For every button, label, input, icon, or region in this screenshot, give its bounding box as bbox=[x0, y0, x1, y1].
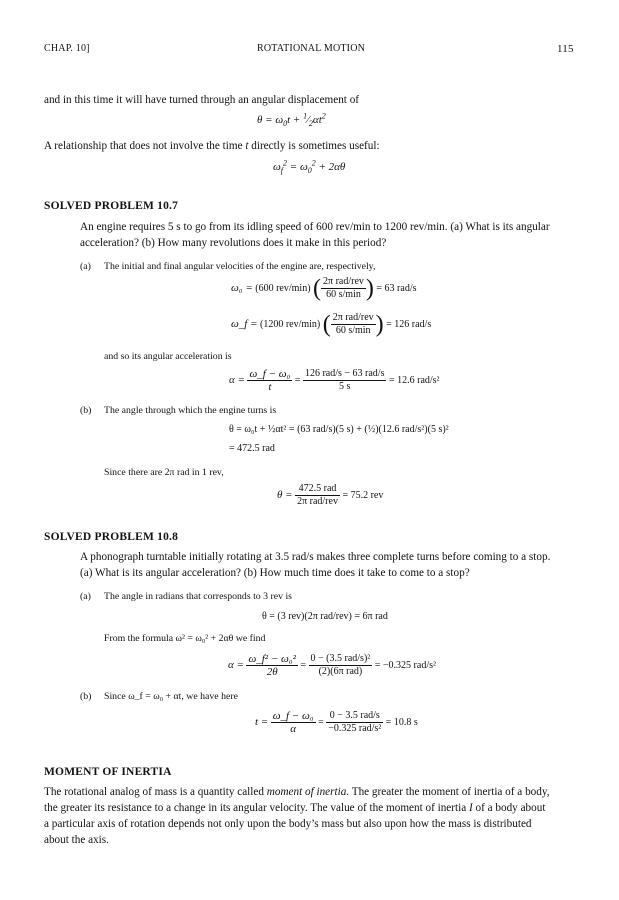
theta-result-10-7: = 472.5 rad bbox=[229, 443, 275, 454]
moi-line-4: about the axis. bbox=[44, 834, 109, 846]
moment-of-inertia-heading: MOMENT OF INERTIA bbox=[44, 766, 172, 778]
part-a-label-10-8: (a) bbox=[80, 591, 91, 602]
rev-intro-text: Since there are 2π rad in 1 rev, bbox=[104, 467, 224, 478]
problem-10-8-statement-2: (a) What is its angular acceleration? (b) How much time does it take to come to a stop? bbox=[80, 567, 470, 579]
alpha-equation-10-7: α = $\frac{\text{ω\_f − ω₀}}{t}$ = $\frac{\text{126 rad/s − 63 rad/s}}{5 s}$ = 12.6 rad/s² bbox=[229, 368, 440, 393]
part-b-text-10-8: Since ω_f = ω₀ + αt, we have here bbox=[104, 691, 238, 702]
part-b-label: (b) bbox=[80, 405, 92, 416]
omega0-equation: ω₀ = (600 rev/min) ( $\frac{\text{2π rad/rev}}{60 s/\min}$ ) = 63 rad/s bbox=[231, 275, 417, 302]
theta-rev-equation: θ = $\frac{\text{472.5 rad}}{\text{2π rad/rev}}$ = 75.2 rev bbox=[277, 483, 384, 507]
part-b-text: The angle through which the engine turns is bbox=[104, 405, 277, 416]
theta-equation-10-8: θ = (3 rev)(2π rad/rev) = 6π rad bbox=[262, 611, 388, 622]
problem-10-7-statement-2: acceleration? (b) How many revolutions does it make in this period? bbox=[80, 237, 387, 249]
part-a-text-10-8: The angle in radians that corresponds to 3 rev is bbox=[104, 591, 292, 602]
time-equation-10-8: t = $\frac{\text{ω\_f − ω₀}}{\alpha}$ = $\frac{\text{0 − 3.5 rad/s}}{\text{−0.325 rad/s²}}$ = 10.8 s bbox=[255, 710, 418, 735]
alpha-equation-10-8: α = $\frac{\text{ω\_f² − ω₀²}}{2\theta}$ = $\frac{\text{0 − (3.5 rad/s)²}}{\text{(2)(6π rad)}}$ = −0.325 rad/s² bbox=[228, 653, 436, 678]
moi-line-2: the greater its resistance to a change in its angular velocity. The value of the moment of inertia I of a body about bbox=[44, 802, 546, 814]
velocity-squared-equation: $\omega_f^2 = \omega_0^2 + 2\alpha\theta$ bbox=[273, 158, 346, 176]
intro-line-1: and in this time it will have turned through an angular displacement of bbox=[44, 94, 360, 106]
part-b-label-10-8: (b) bbox=[80, 691, 92, 702]
theta-equation-10-7: θ = ω₀t + ½αt² = (63 rad/s)(5 s) + (½)(12.6 rad/s²)(5 s)² bbox=[229, 424, 449, 435]
formula-text: From the formula ω² = ω₀² + 2αθ we find bbox=[104, 633, 266, 644]
accel-intro-text: and so its angular acceleration is bbox=[104, 351, 232, 362]
moi-line-1: The rotational analog of mass is a quantity called moment of inertia. The greater the moment of inertia of a body, bbox=[44, 786, 550, 798]
problem-10-7-statement-1: An engine requires 5 s to go from its idling speed of 600 rev/min to 1200 rev/min. (a) What is its angular bbox=[80, 221, 550, 233]
moi-line-3: a particular axis of rotation depends not only upon the body’s mass but also upon how the mass is distributed bbox=[44, 818, 532, 830]
omegaf-equation: ω_f = (1200 rev/min) ( $\frac{\text{2π rad/rev}}{60 s/\min}$ ) = 126 rad/s bbox=[231, 311, 432, 338]
problem-10-7-heading: SOLVED PROBLEM 10.7 bbox=[44, 200, 179, 212]
part-a-label: (a) bbox=[80, 261, 91, 272]
angular-displacement-equation: $\theta = \omega_0t$ + $^1⁄_2\alpha t^2$ bbox=[257, 111, 326, 129]
problem-10-8-heading: SOLVED PROBLEM 10.8 bbox=[44, 531, 179, 543]
running-title: ROTATIONAL MOTION bbox=[257, 43, 366, 54]
intro-line-2: A relationship that does not involve the time t directly is sometimes useful: bbox=[44, 140, 380, 152]
part-a-text: The initial and final angular velocities of the engine are, respectively, bbox=[104, 261, 376, 272]
chapter-label: CHAP. 10] bbox=[44, 43, 90, 54]
page-number: 115 bbox=[557, 43, 574, 55]
problem-10-8-statement-1: A phonograph turntable initially rotating at 3.5 rad/s makes three complete turns before coming to a stop. bbox=[80, 551, 551, 563]
